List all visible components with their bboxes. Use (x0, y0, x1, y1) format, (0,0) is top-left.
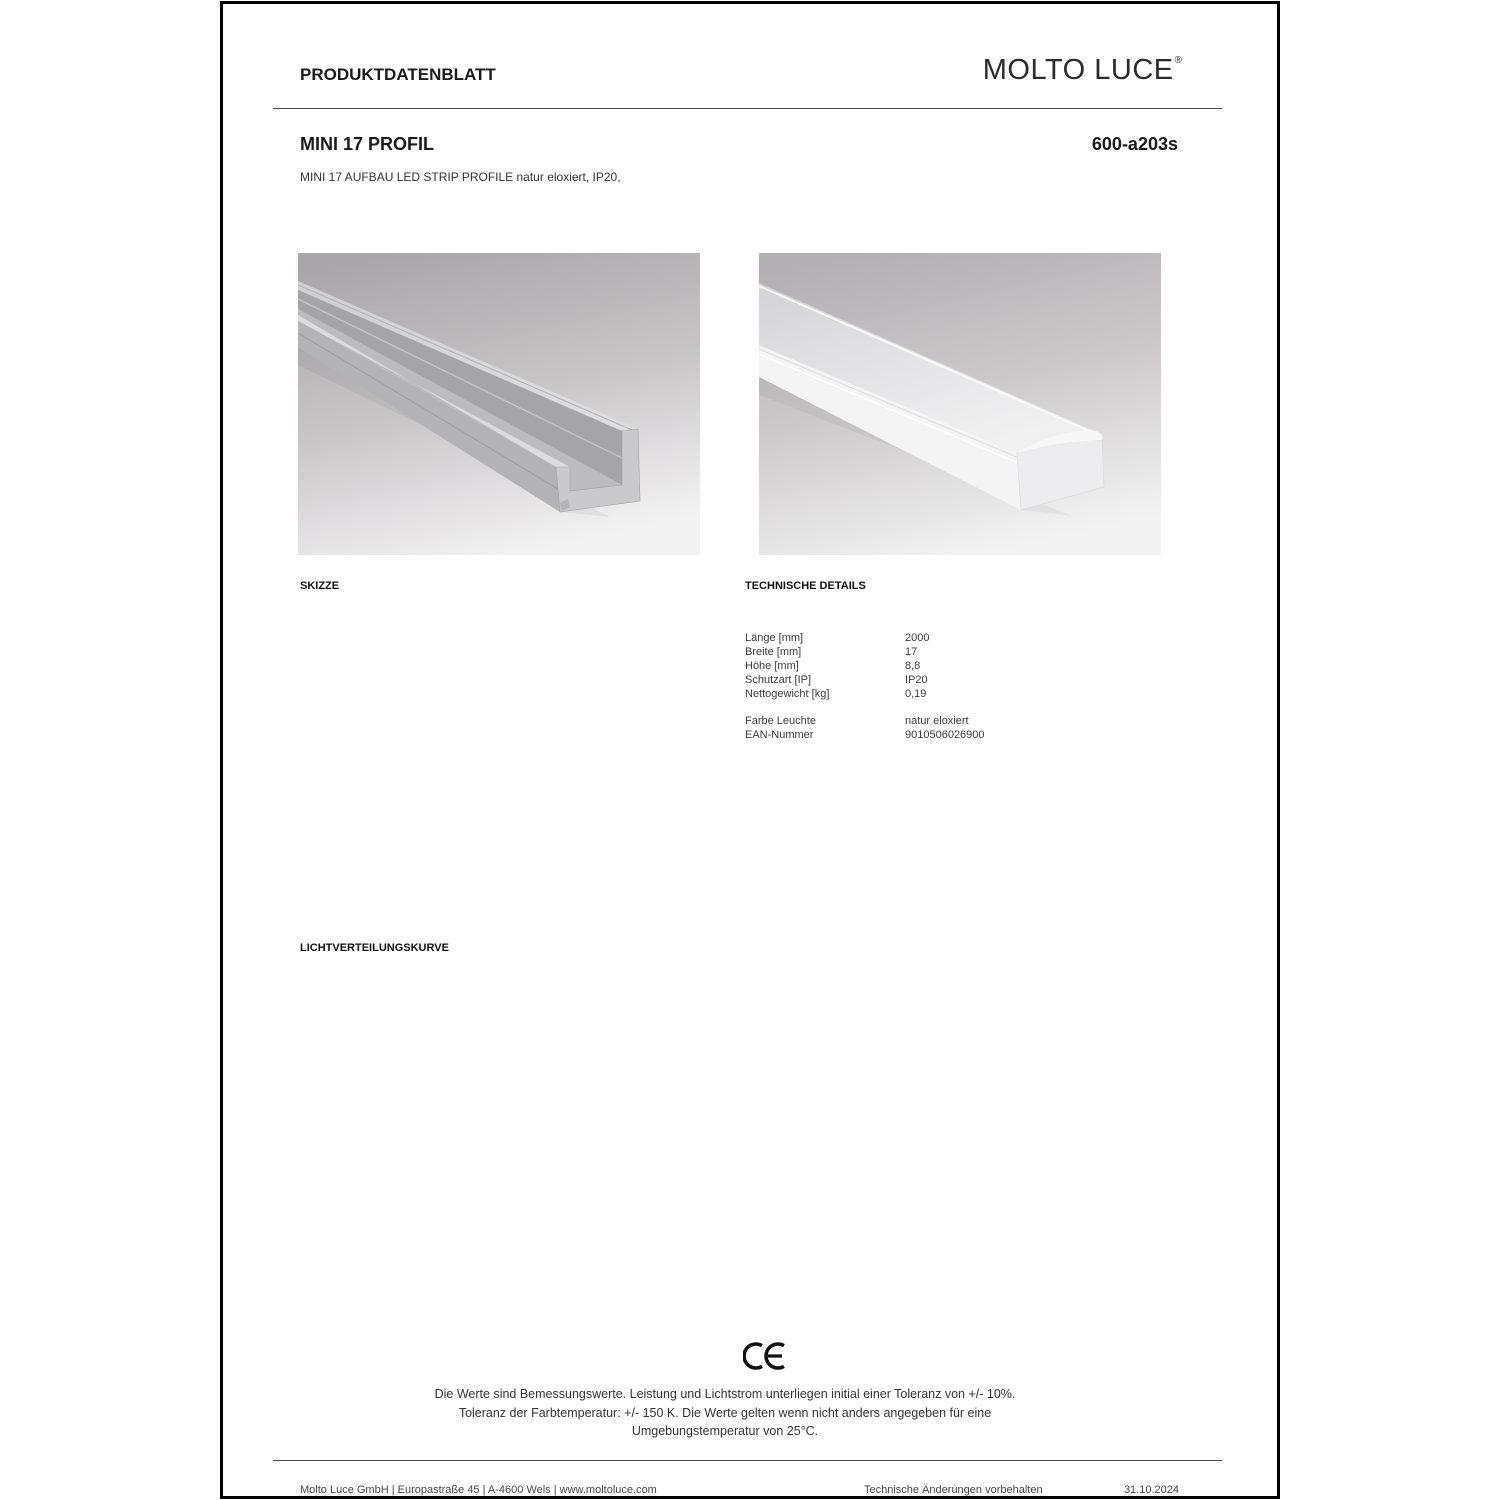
disclaimer-line: Toleranz der Farbtemperatur: +/- 150 K. Die Werte gelten wenn nicht anders angegeben für eine (458, 1405, 992, 1420)
ce-mark-icon (743, 1341, 787, 1376)
product-photo-profile-with-cover (759, 253, 1161, 555)
change-notice: Technische Änderungen vorbehalten (864, 1484, 1043, 1496)
tech-value: IP20 (905, 674, 928, 686)
tech-label: Länge [mm] (745, 632, 804, 644)
technical-details-table (745, 631, 1045, 701)
registered-mark: ® (1174, 55, 1182, 66)
product-description: MINI 17 AUFBAU LED STRIP PROFILE natur eloxiert, IP20, (300, 170, 621, 184)
company-address: Molto Luce GmbH | Europastraße 45 | A-4600 Wels | www.moltoluce.com (300, 1484, 657, 1496)
tech-value: natur eloxiert (905, 715, 969, 727)
tech-value: 8,8 (905, 660, 921, 672)
product-photo-profile (298, 253, 700, 555)
tech-row-net-weight (745, 687, 1045, 701)
tech-label: Schutzart [IP] (745, 674, 812, 686)
disclaimer-line: Umgebungstemperatur von 25°C. (631, 1424, 819, 1438)
tech-row-length (745, 631, 1045, 645)
document-title: PRODUKTDATENBLATT (300, 65, 496, 84)
document-date: 31.10.2024 (1123, 1484, 1179, 1496)
tech-row-color (745, 714, 1045, 728)
tech-label: Farbe Leuchte (745, 715, 816, 727)
tech-row-height (745, 659, 1045, 673)
tech-label: Höhe [mm] (745, 660, 799, 672)
tech-label: Breite [mm] (745, 646, 802, 658)
article-number: 600-a203s (1091, 134, 1178, 154)
section-title-technical-details: TECHNISCHE DETAILS (745, 580, 866, 592)
disclaimer-line: Die Werte sind Bemessungswerte. Leistung und Lichtstrom unterliegen initial einer Toleranz von +/- 10%. (434, 1387, 1016, 1401)
tech-value: 17 (905, 646, 918, 658)
tech-row-protection-class (745, 673, 1045, 687)
header-divider (273, 108, 1222, 109)
product-name: MINI 17 PROFIL (300, 134, 435, 154)
tech-row-width (745, 645, 1045, 659)
section-title-light-distribution: LICHTVERTEILUNGSKURVE (300, 942, 449, 954)
section-title-sketch: SKIZZE (300, 580, 340, 592)
tech-value: 0,19 (905, 688, 927, 700)
tolerance-disclaimer (350, 1385, 1100, 1441)
technical-details-table-extra (745, 714, 1045, 742)
tech-value: 9010506026900 (905, 729, 985, 741)
tech-label: Nettogewicht [kg] (745, 688, 830, 700)
footer-divider (273, 1460, 1222, 1461)
page-frame (220, 1, 1280, 1499)
brand-logo (983, 53, 1182, 87)
tech-label: EAN-Nummer (745, 729, 814, 741)
tech-row-ean (745, 728, 1045, 742)
tech-value: 2000 (905, 632, 930, 644)
brand-name: MOLTO LUCE (982, 54, 1174, 86)
